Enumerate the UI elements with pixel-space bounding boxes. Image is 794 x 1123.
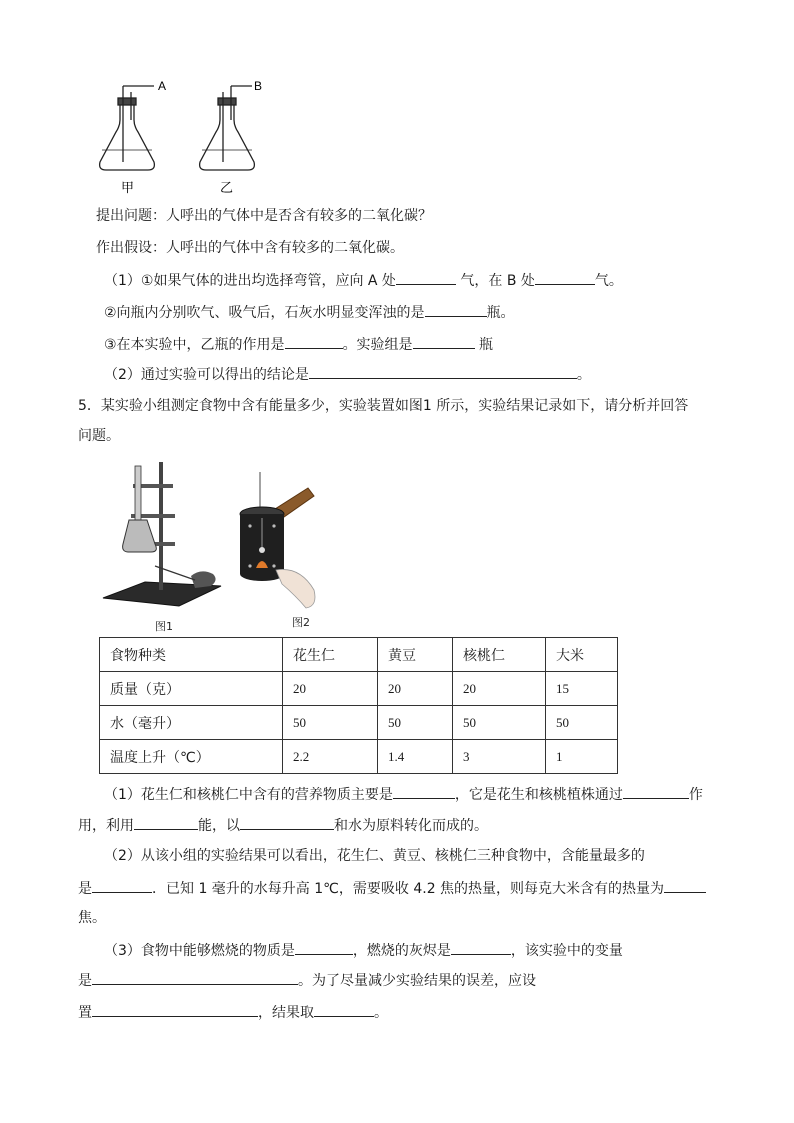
text: 气。 [594,273,623,289]
q5-s1-line1 [104,784,703,805]
answer-blank[interactable] [535,270,595,285]
table-header-cell: 大米 [546,638,618,672]
text: 能，以 [198,818,240,834]
answer-blank[interactable] [413,334,475,349]
flask-jia [100,86,155,170]
text: ．已知 1 毫升的水每升高 1℃，需要吸收 4.2 焦的热量，则每克大米含有的热量为 [152,881,665,897]
figure-1-caption: 图1 [155,620,173,633]
table-cell: 15 [546,672,618,706]
q5-s2-line3: 焦。 [78,910,106,926]
q5-s3-line3 [78,1002,388,1023]
figure-2-apparatus [230,466,330,636]
text: 。为了尽量减少实验结果的误差，应设 [298,973,536,989]
text: 。实验组是 [342,337,413,353]
table-header-row [100,638,618,672]
answer-blank[interactable] [92,878,152,893]
answer-blank[interactable] [314,1002,374,1017]
answer-blank[interactable] [295,940,353,955]
q5-s1-line2 [78,815,488,836]
text: （1）①如果气体的进出均选择弯管，应向 A 处 [104,273,396,289]
text: ②向瓶内分别吹气、吸气后，石灰水明显变浑浊的是 [104,305,425,321]
text: 是 [78,881,92,897]
answer-blank[interactable] [240,815,334,830]
answer-blank[interactable] [134,815,198,830]
answer-blank[interactable] [425,302,487,317]
answer-blank[interactable] [393,784,455,799]
text: 置 [78,1005,92,1021]
table-cell: 2.2 [283,740,378,774]
q5-intro-line2: 问题。 [78,428,120,444]
tube-b-label: B [254,79,263,93]
answer-blank[interactable] [92,970,298,985]
table-header-cell: 花生仁 [283,638,378,672]
table-cell: 1 [546,740,618,774]
q5-s3-line2 [78,970,536,991]
text: 气，在 B 处 [460,273,535,289]
text: 是 [78,973,92,989]
text: ，它是花生和核桃植株通过 [454,787,623,803]
question-line: 提出问题：人呼出的气体中是否含有较多的二氧化碳？ [96,208,432,224]
table-header-cell: 黄豆 [378,638,453,672]
text: （3）食物中能够燃烧的物质是 [104,943,295,959]
table-header-cell: 食物种类 [100,638,283,672]
text: ，燃烧的灰烬是 [352,943,451,959]
text: ，该实验中的变量 [510,943,623,959]
answer-blank[interactable] [396,270,456,285]
figure-1-apparatus [95,456,225,636]
table-cell: 20 [453,672,546,706]
table-cell: 温度上升（℃） [100,740,283,774]
text: 。 [576,367,591,383]
text: ，结果取 [258,1005,314,1021]
tube-a-label: A [158,79,167,93]
table-cell: 50 [546,706,618,740]
figure-2-caption: 图2 [292,616,310,629]
flask-apparatus-figure [90,76,290,196]
text: ③在本实验中，乙瓶的作用是 [104,337,285,353]
q5-s2-line2 [78,878,706,899]
table-cell: 50 [453,706,546,740]
answer-blank[interactable] [451,940,511,955]
table-cell: 质量（克） [100,672,283,706]
table-cell: 3 [453,740,546,774]
q4-part1-b [104,302,515,323]
answer-blank[interactable] [664,878,706,893]
answer-blank[interactable] [285,334,343,349]
table-cell: 50 [378,706,453,740]
text: （2）通过实验可以得出的结论是 [104,367,309,383]
table-row [100,672,618,706]
table-cell: 1.4 [378,740,453,774]
table-row [100,740,618,774]
text: 和水为原料转化而成的。 [334,818,488,834]
table-header-cell: 核桃仁 [453,638,546,672]
table-cell: 20 [378,672,453,706]
text: 瓶。 [486,305,515,321]
answer-blank[interactable] [309,364,577,379]
text: 瓶 [479,337,494,353]
hypothesis-line: 作出假设：人呼出的气体中含有较多的二氧化碳。 [96,240,404,256]
flask-yi-label: 乙 [220,181,234,196]
food-energy-table [99,637,618,774]
text: （1）花生仁和核桃仁中含有的营养物质主要是 [104,787,393,803]
table-row [100,706,618,740]
text: 作 [688,787,703,803]
answer-blank[interactable] [92,1002,258,1017]
q4-part2 [104,364,591,385]
text: 用，利用 [78,818,134,834]
q5-s2-line1: （2）从该小组的实验结果可以看出，花生仁、黄豆、核桃仁三种食物中，含能量最多的 [104,848,645,864]
q5-s3-line1 [104,940,623,961]
q5-intro-line1: 5．某实验小组测定食物中含有能量多少，实验装置如图1 所示，实验结果记录如下，请分析并回答 [78,398,689,414]
q4-part1-c [104,334,493,355]
q4-part1-a [104,270,623,291]
table-cell: 水（毫升） [100,706,283,740]
flask-jia-label: 甲 [121,181,135,196]
text: 。 [374,1005,388,1021]
table-cell: 50 [283,706,378,740]
flask-yi [200,86,255,170]
table-cell: 20 [283,672,378,706]
answer-blank[interactable] [623,784,689,799]
